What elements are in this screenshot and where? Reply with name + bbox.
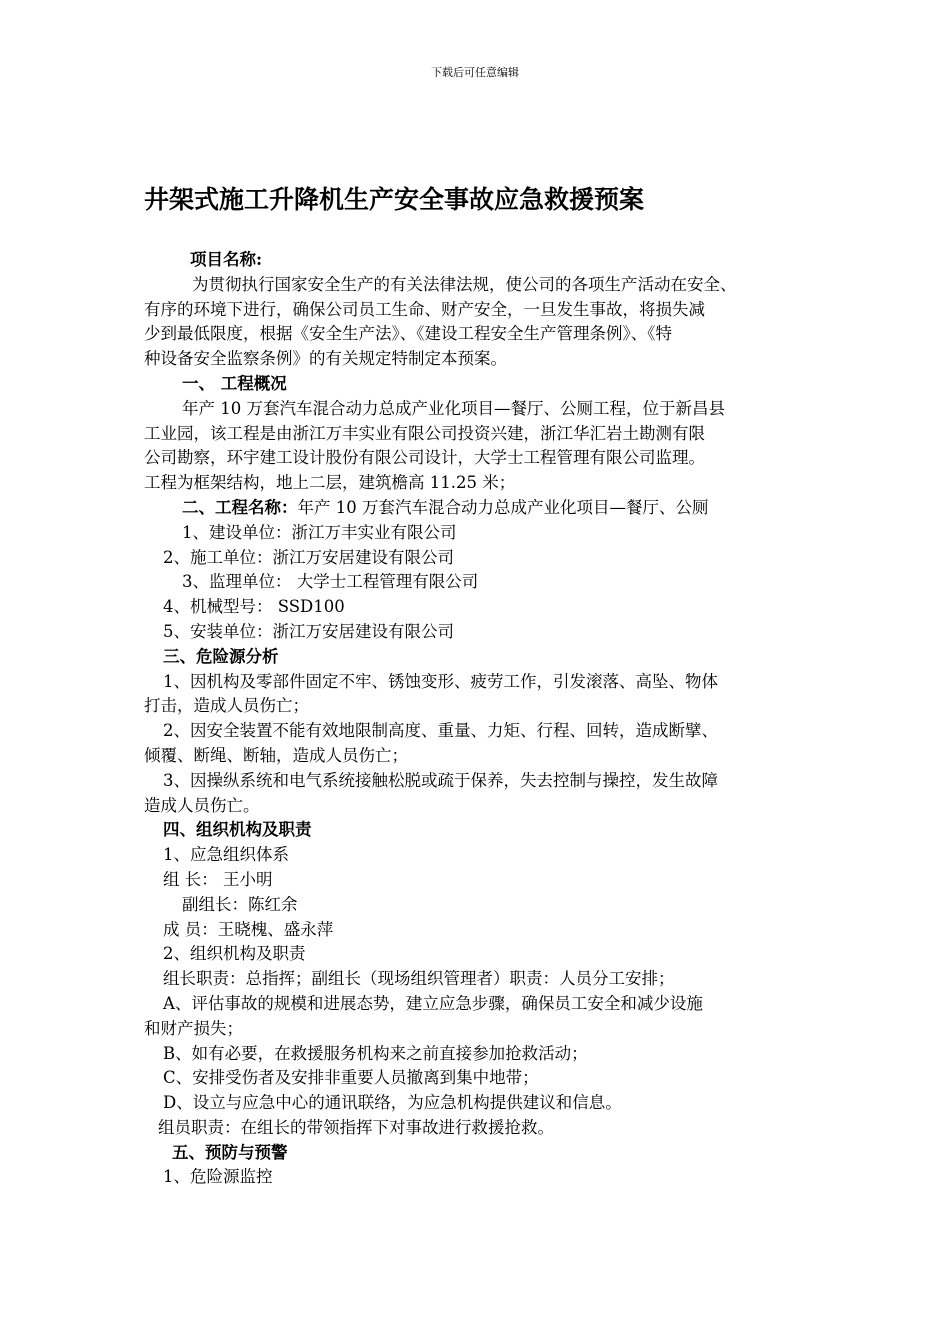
text-line: A、评估事故的规模和进展态势，建立应急步骤，确保员工安全和减少设施 bbox=[163, 993, 703, 1013]
text-line: 年产 10 万套汽车混合动力总成产业化项目—餐厅、公厕工程，位于新昌县 bbox=[182, 398, 725, 418]
text-line: 2、施工单位：浙江万安居建设有限公司 bbox=[163, 547, 454, 567]
text-line: 有序的环境下进行，确保公司员工生命、财产安全，一旦发生事故，将损失减 bbox=[144, 299, 705, 319]
text-line: 造成人员伤亡。 bbox=[144, 795, 260, 815]
text-line: 1、因机构及零部件固定不牢、锈蚀变形、疲劳工作，引发滚落、高坠、物体 bbox=[163, 671, 718, 691]
document-title: 井架式施工升降机生产安全事故应急救援预案 bbox=[144, 185, 645, 214]
section-heading: 五、预防与预警 bbox=[172, 1142, 288, 1162]
text-line: 组长职责：总指挥；副组长（现场组织管理者）职责：人员分工安排； bbox=[163, 969, 675, 989]
text-line: B、如有必要，在救援服务机构来之前直接参加抢救活动； bbox=[163, 1043, 588, 1063]
section-heading: 二、工程名称： bbox=[182, 497, 298, 517]
text-line: 1、应急组织体系 bbox=[163, 845, 289, 865]
text-line: 一、 工程概况 bbox=[182, 373, 287, 393]
text-line: 打击，造成人员伤亡； bbox=[144, 696, 309, 716]
text-line: 项目名称: bbox=[190, 250, 263, 269]
text-line: 副组长：陈红余 bbox=[182, 894, 298, 914]
text-line: 为贯彻执行国家安全生产的有关法律法规，使公司的各项生产活动在安全、 bbox=[192, 274, 737, 294]
text-line: 3、因操纵系统和电气系统接触松脱或疏于保养，失去控制与操控，发生故障 bbox=[163, 770, 718, 790]
text-line: 公司勘察，环宇建工设计股份有限公司设计，大学士工程管理有限公司监理。 bbox=[144, 448, 705, 468]
text-line: 种设备安全监察条例》的有关规定特制定本预案。 bbox=[144, 349, 507, 369]
text-line: 1、危险源监控 bbox=[163, 1167, 273, 1187]
text-line: 4、机械型号： SSD100 bbox=[163, 597, 345, 617]
text-line: 组 长： 王小明 bbox=[163, 869, 273, 889]
text-line: 三、危险源分析 bbox=[163, 646, 279, 666]
text-line: 四、组织机构及职责 bbox=[163, 820, 312, 840]
text-line: 2、因安全装置不能有效地限制高度、重量、力矩、行程、回转，造成断擘、 bbox=[163, 721, 718, 741]
header-note: 下载后可任意编辑 bbox=[431, 66, 519, 79]
text-line: D、设立与应急中心的通讯联络，为应急机构提供建议和信息。 bbox=[163, 1093, 622, 1113]
text-line: 组员职责：在组长的带领指挥下对事故进行救援抢救。 bbox=[158, 1117, 554, 1137]
text-line bbox=[144, 496, 814, 521]
text-line: 工程为框架结构，地上二层，建筑檐高 11.25 米； bbox=[144, 473, 516, 493]
text-line: 5、安装单位：浙江万安居建设有限公司 bbox=[163, 621, 454, 641]
text-line: 3、监理单位： 大学士工程管理有限公司 bbox=[182, 572, 479, 592]
document-body bbox=[144, 248, 814, 1190]
text-line: 1、建设单位：浙江万丰实业有限公司 bbox=[182, 522, 457, 542]
text-line: 工业园，该工程是由浙江万丰实业有限公司投资兴建，浙江华汇岩土勘测有限 bbox=[144, 423, 705, 443]
text-line: C、安排受伤者及安排非重要人员撤离到集中地带； bbox=[163, 1068, 539, 1088]
text-line: 倾覆、断绳、断轴，造成人员伤亡； bbox=[144, 745, 408, 765]
text-line bbox=[144, 1141, 814, 1166]
text-line: 2、组织机构及职责 bbox=[163, 944, 306, 964]
text-line: 少到最低限度，根据《安全生产法》、《建设工程安全生产管理条例》、《特 bbox=[144, 324, 672, 344]
text-line: 和财产损失； bbox=[144, 1018, 243, 1038]
text-line: 成 员：王晓槐、盛永萍 bbox=[163, 919, 334, 939]
line-text: 年产 10 万套汽车混合动力总成产业化项目—餐厅、公厕 bbox=[297, 497, 709, 517]
